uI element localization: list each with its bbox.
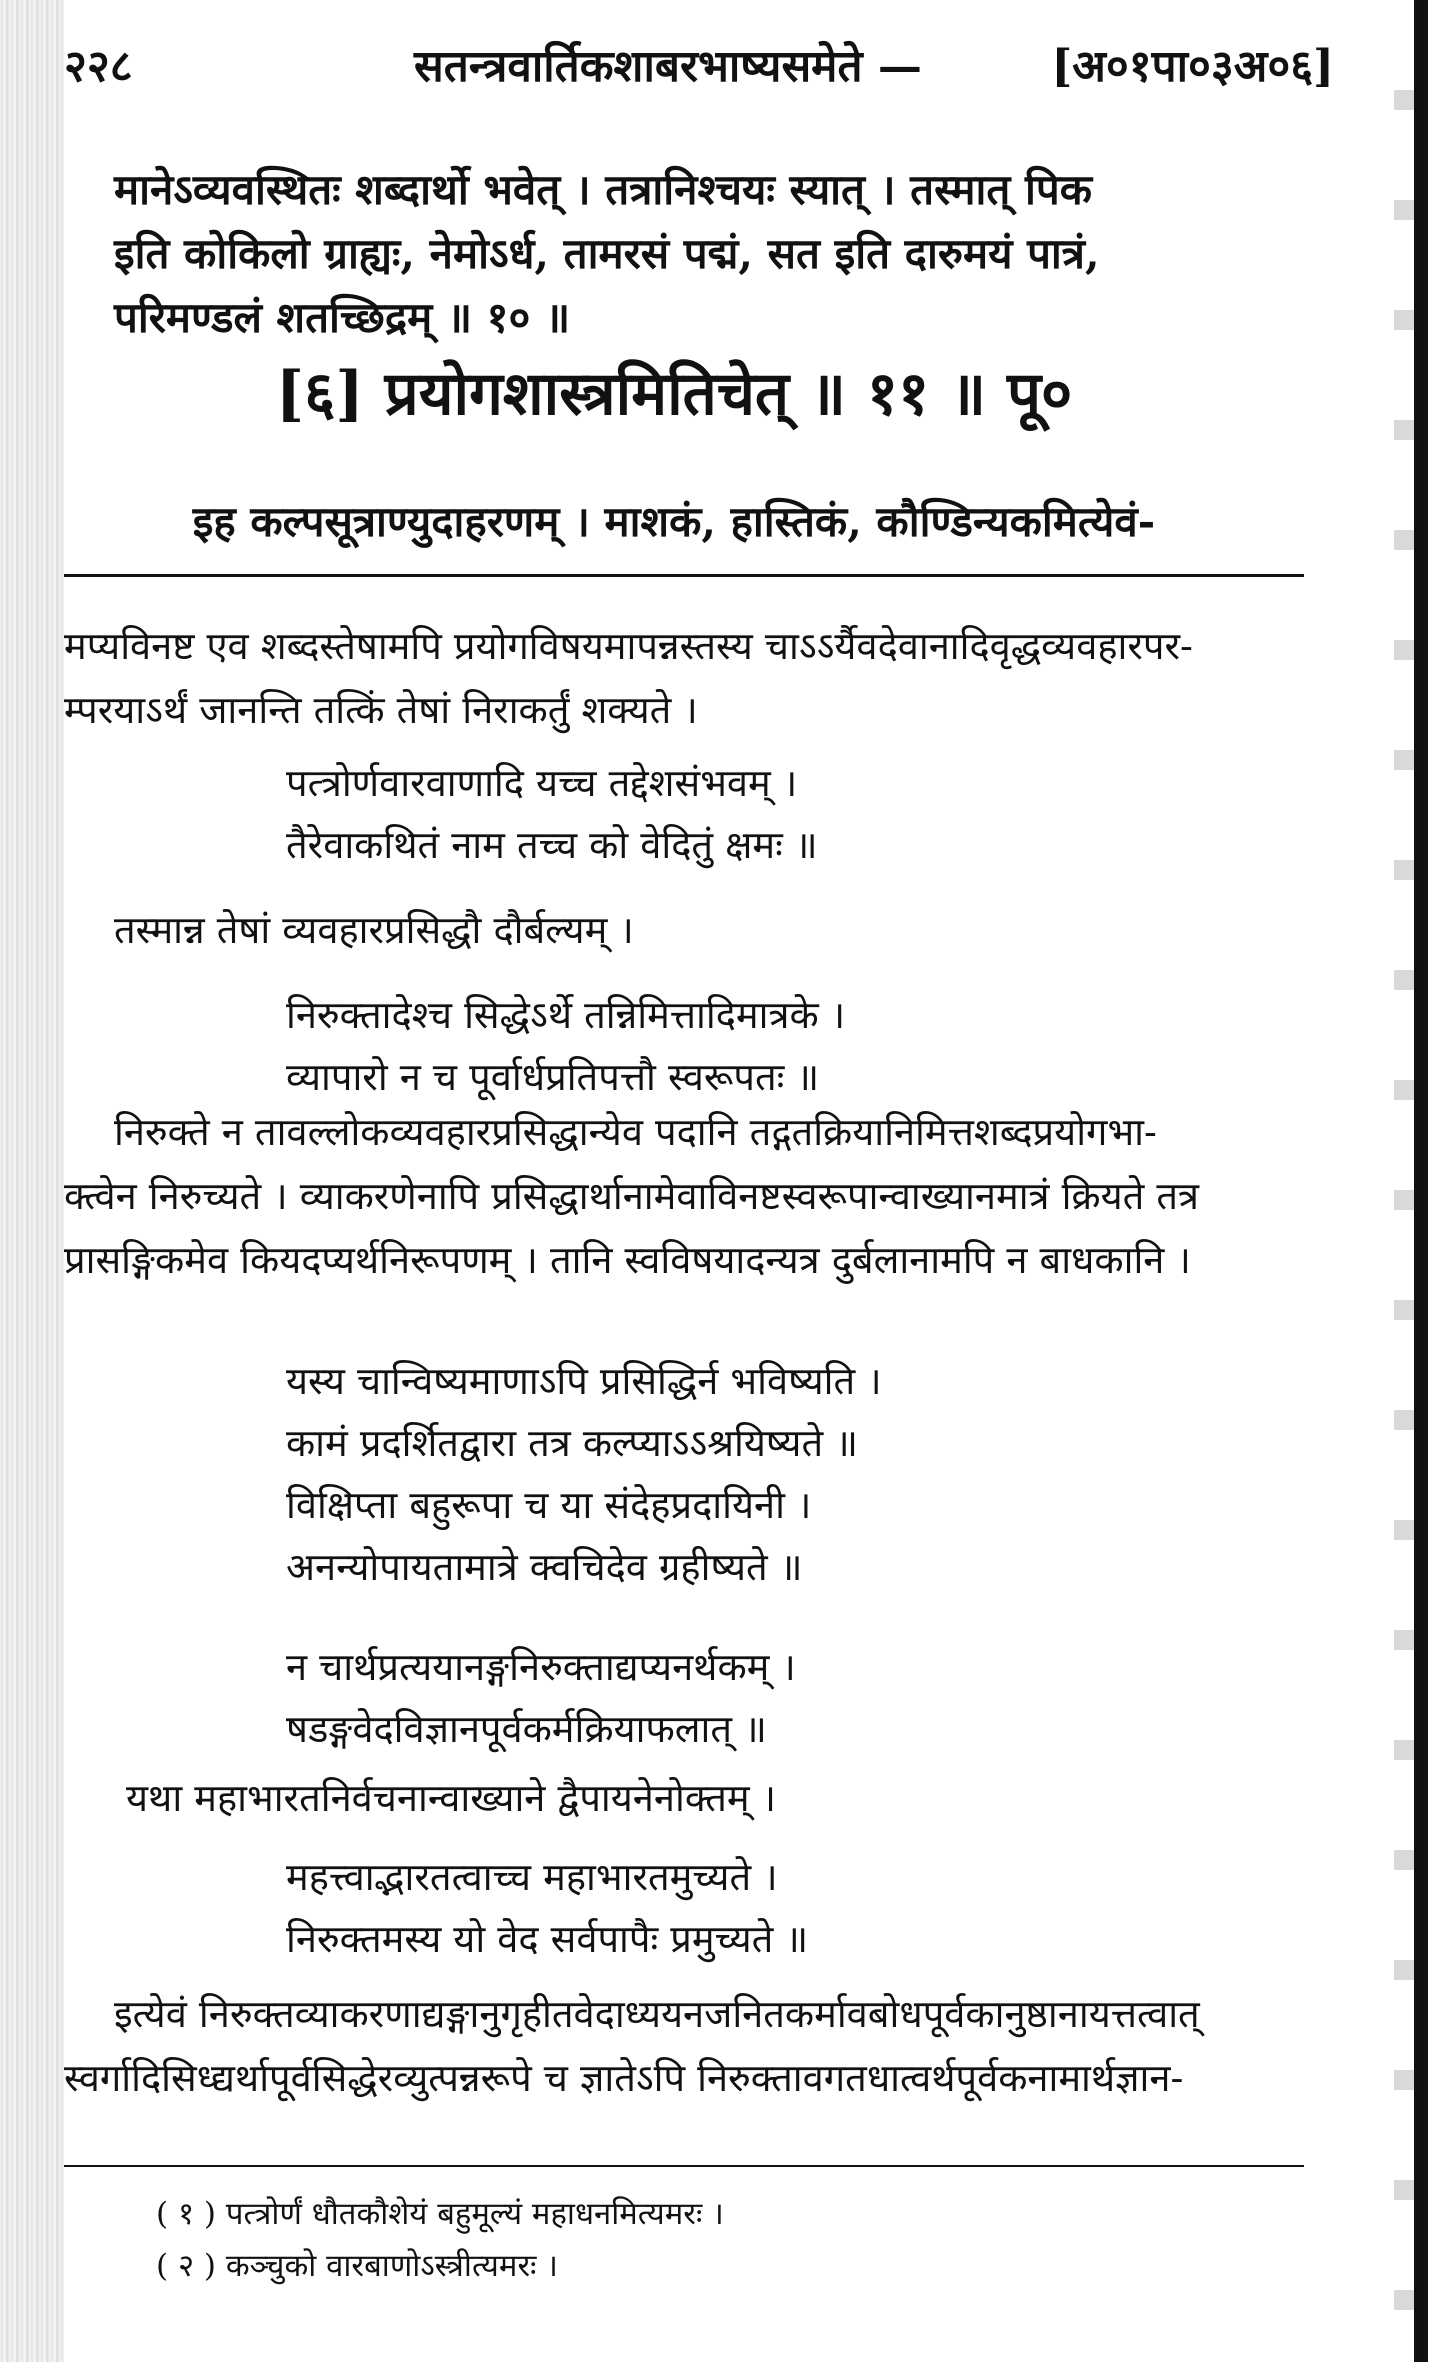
divider-footnotes (64, 2165, 1304, 2167)
scan-specks (1394, 0, 1416, 2362)
book-page (64, 0, 1334, 2362)
verse-line: निरुक्तमस्य यो वेद सर्वपापैः प्रमुच्यते ॥ (286, 1917, 809, 1961)
section-reference: [अ०१पा०३अ०६] (1051, 41, 1334, 92)
scan-left-edge (0, 0, 64, 2362)
paragraph-3 (64, 1100, 1334, 1292)
intro-line: मानेऽव्यवस्थितः शब्दार्थो भवेत् । तत्रानिश्चयः स्यात् । तस्मात् पिक (114, 165, 1092, 214)
divider-top (64, 574, 1304, 577)
text-line: इत्येवं निरुक्तव्याकरणाद्यङ्गानुगृहीतवेदाध्ययनजनितकर्मावबोधपूर्वकानुष्ठानायत्तत्वात् (114, 1992, 1200, 2036)
binding-bar (1414, 0, 1428, 2362)
verse-1 (286, 752, 818, 876)
verse-line: अनन्योपायतामात्रे क्वचिदेव ग्रहीष्यते ॥ (286, 1545, 803, 1589)
footnotes (156, 2188, 724, 2292)
verse-2 (286, 984, 845, 1108)
running-header (64, 34, 1334, 104)
intro-line: परिमण्डलं शतच्छिद्रम् ॥ १० ॥ (114, 293, 571, 342)
scan-right-edge (1394, 0, 1432, 2362)
page-number: २२८ (64, 41, 133, 92)
sutra-heading: [६] प्रयोगशास्त्रमितिचेत् ॥ ११ ॥ पू० (275, 359, 1073, 429)
footnote: ( १ ) पत्त्रोर्णं धौतकौशेयं बहुमूल्यं महाधनमित्यमरः । (156, 2196, 724, 2232)
running-title: सतन्त्रवार्तिकशाबरभाष्यसमेते — (414, 41, 922, 92)
verse-line: व्यापारो न च पूर्वार्धप्रतिपत्तौ स्वरूपतः ॥ (286, 1055, 820, 1099)
text-line: मप्यविनष्ट एव शब्दस्तेषामपि प्रयोगविषयमापन्नस्तस्य चाऽऽर्यैवदेवानादिवृद्धव्यवहारपर- (64, 624, 1193, 668)
verse-line: पत्त्रोर्णवारवाणादि यच्च तद्देशसंभवम् । (286, 761, 798, 805)
verse-line: षडङ्गवेदविज्ञानपूर्वकर्मक्रियाफलात् ॥ (286, 1707, 767, 1751)
verse-line: न चार्थप्रत्ययानङ्गनिरुक्ताद्यप्यनर्थकम् । (286, 1645, 796, 1689)
verse-line: महत्त्वाद्भारतत्वाच्च महाभारतमुच्यते । (286, 1855, 778, 1899)
text-line: क्त्वेन निरुच्यते । व्याकरणेनापि प्रसिद्धार्थानामेवाविनष्टस्वरूपान्वाख्यानमात्रं क्रियते तत्र (64, 1174, 1200, 1218)
paragraph-4: यथा महाभारतनिर्वचनान्वाख्याने द्वैपायनेनोक्तम् । (126, 1776, 777, 1820)
paragraph-2: तस्मान्न तेषां व्यवहारप्रसिद्धौ दौर्बल्यम् । (114, 908, 634, 952)
verse-line: विक्षिप्ता बहुरूपा च या संदेहप्रदायिनी । (286, 1483, 812, 1527)
paragraph-5 (64, 1982, 1334, 2110)
verse-line: निरुक्तादेश्च सिद्धेऽर्थे तन्निमित्तादिमात्रके । (286, 993, 846, 1037)
footnote: ( २ ) कञ्चुको वारबाणोऽस्त्रीत्यमरः । (156, 2248, 558, 2284)
verse-line: तैरेवाकथितं नाम तच्च को वेदितुं क्षमः ॥ (286, 823, 818, 867)
text-line: म्परयाऽर्थं जानन्ति तत्किं तेषां निराकर्तुं शक्यते । (64, 688, 698, 732)
intro-text (64, 158, 1294, 350)
verse-line: यस्य चान्विष्यमाणाऽपि प्रसिद्धिर्न भविष्यति । (286, 1359, 882, 1403)
paragraph-1 (64, 614, 1334, 742)
verse-3 (286, 1350, 882, 1598)
verse-5 (286, 1846, 808, 1970)
text-line: स्वर्गादिसिध्द्यर्थापूर्वसिद्धेरव्युत्पन्नरूपे च ज्ञातेऽपि निरुक्तावगतधात्वर्थपूर्वकनामार्थज्ञान- (64, 2056, 1184, 2100)
verse-line: कामं प्रदर्शितद्वारा तत्र कल्प्याऽऽश्रयिष्यते ॥ (286, 1421, 858, 1465)
verse-4 (286, 1636, 796, 1760)
text-line: निरुक्ते न तावल्लोकव्यवहारप्रसिद्धान्येव पदानि तद्गतक्रियानिमित्तशब्दप्रयोगभा- (114, 1110, 1157, 1154)
sutra-bhashya: इह कल्पसूत्राण्युदाहरणम् । माशकं, हास्तिकं, कौण्डिन्यकमित्येवं- (192, 497, 1156, 546)
intro-line: इति कोकिलो ग्राह्यः, नेमोऽर्ध, तामरसं पद्मं, सत इति दारुमयं पात्रं, (114, 229, 1100, 278)
text-line: प्रासङ्गिकमेव कियदप्यर्थनिरूपणम् । तानि स्वविषयादन्यत्र दुर्बलानामपि न बाधकानि । (64, 1238, 1191, 1282)
